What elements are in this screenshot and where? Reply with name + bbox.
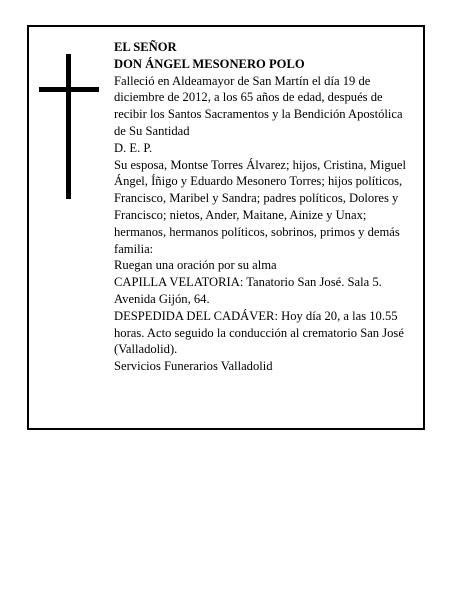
dep-line: D. E. P. [114, 140, 153, 155]
death-statement: Falleció en Aldeamayor de San Martín el día 19 de diciembre de 2012, a los 65 años de edad, después de recibir los Santos Sacramentos y la Bendición Apostólica de Su Santidad [114, 73, 403, 138]
family-list: Su esposa, Montse Torres Álvarez; hijos, Cristina, Miguel Ángel, Íñigo y Eduardo Mesonero Torres; hijos políticos, Francisco, Maribel y Sandra; padres políticos, Dolores y Francisco; nietos, Ander, Maitane, Ainize y Unax; hermanos, hermanos políticos, sobrinos, primos y demás familia: [114, 157, 407, 256]
funeral-services: Servicios Funerarios Valladolid [114, 359, 273, 374]
chapel-info: CAPILLA VELATORIA: Tanatorio San José. Sala 5. Avenida Gijón, 64. [114, 275, 382, 306]
cross-vertical-bar [66, 54, 71, 199]
notice-body [114, 39, 414, 375]
farewell-info: DESPEDIDA DEL CADÁVER: Hoy día 20, a las 10.55 horas. Acto seguido la conducción al crematorio San José (Valladolid). [114, 308, 404, 357]
prayer-request: Ruegan una oración por su alma [114, 258, 277, 273]
cross-icon [39, 54, 99, 199]
title-line-1: EL SEÑOR [114, 40, 177, 54]
deceased-name: DON ÁNGEL MESONERO POLO [114, 56, 305, 71]
obituary-notice [27, 25, 425, 430]
cross-horizontal-bar [39, 87, 99, 92]
